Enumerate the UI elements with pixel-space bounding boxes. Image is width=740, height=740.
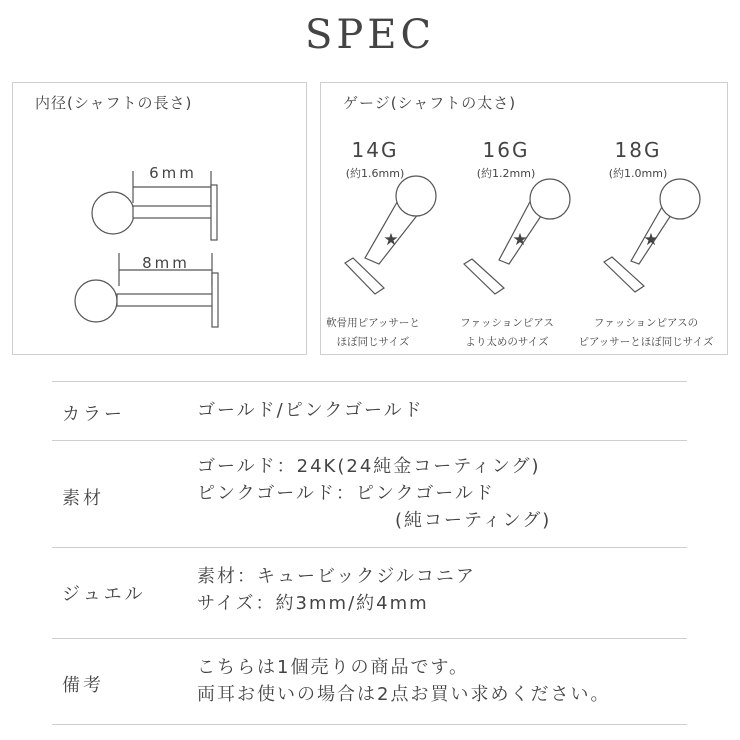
shaft-length-title: 内径(シャフトの長さ) [35, 94, 193, 112]
spec-label-material: 素材 [62, 488, 104, 509]
spec-value-line: ピンクゴールド：ピンクゴールド [197, 483, 495, 504]
gauge-16g-label: 16G [482, 138, 530, 162]
gauge-18g-label: 18G [614, 138, 662, 162]
gauge-16g-desc-1: ファッションピアス [460, 317, 554, 329]
dimension-8mm: 8mm [142, 254, 190, 272]
gauge-18g-size: (約1.0mm) [608, 167, 668, 180]
spec-value-line: 両耳お使いの場合は2点お買い求めください。 [197, 684, 611, 705]
spec-value-notes [197, 654, 610, 708]
gauge-14g-desc-1: 軟骨用ピアッサーと [326, 317, 420, 329]
star-icon: ★ [643, 230, 659, 250]
dimension-6mm: 6mm [149, 164, 197, 182]
spec-value-line: サイズ：約3mm/約4mm [197, 593, 429, 614]
spec-value-line: (純コーティング) [395, 510, 552, 531]
spec-value-material [197, 453, 551, 534]
gauge-14g-label: 14G [351, 138, 399, 162]
spec-value-jewel [197, 563, 476, 617]
gauge-14g-size: (約1.6mm) [345, 167, 405, 180]
gauge-16g-desc-2: より太めのサイズ [465, 336, 549, 348]
shaft-length-panel [12, 82, 307, 355]
page-title: SPEC [304, 12, 436, 58]
spec-label-color: カラー [62, 404, 125, 425]
shaft-length-diagram [13, 83, 308, 356]
spec-value-line: 素材：キュービックジルコニア [197, 566, 476, 587]
gauge-diagram [321, 83, 729, 356]
divider [52, 381, 687, 382]
gauge-panel [320, 82, 728, 355]
gauge-14g-desc-2: ほぼ同じサイズ [336, 336, 410, 348]
gauge-18g-desc-2: ピアッサーとほぼ同じサイズ [578, 336, 714, 348]
spec-label-notes: 備考 [62, 675, 104, 696]
divider [52, 547, 687, 548]
gauge-18g-desc-1: ファッションピアスの [593, 317, 699, 329]
divider [52, 724, 687, 725]
spec-value-line: ゴールド：24K(24純金コーティング) [197, 456, 541, 477]
star-icon: ★ [512, 230, 528, 250]
gauge-16g-size: (約1.2mm) [476, 167, 536, 180]
spec-value-line: ゴールド/ピンクゴールド [197, 400, 424, 421]
spec-value-color [197, 397, 424, 424]
spec-value-line: こちらは1個売りの商品です。 [197, 657, 470, 678]
spec-label-jewel: ジュエル [62, 584, 146, 605]
star-icon: ★ [383, 230, 399, 250]
divider [52, 440, 687, 441]
gauge-title: ゲージ(シャフトの太さ) [343, 94, 517, 112]
divider [52, 638, 687, 639]
